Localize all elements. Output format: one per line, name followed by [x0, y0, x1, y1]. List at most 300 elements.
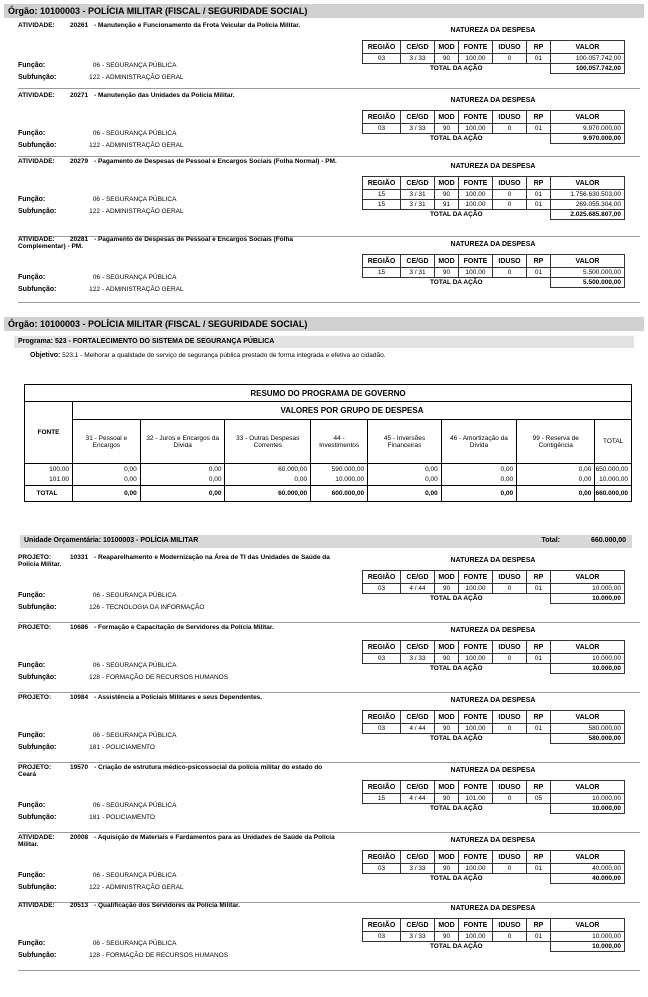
acao-code: 19570 [70, 764, 89, 771]
total-acao-label: TOTAL DA AÇÃO [363, 942, 551, 952]
subfuncao-name: - ADMINISTRAÇÃO GERAL [102, 142, 184, 149]
col-header: RP [527, 111, 551, 124]
total-row [363, 942, 625, 952]
natureza-cell: 4 / 44 [401, 584, 435, 594]
col-header: RP [527, 255, 551, 268]
subfuncao-label: Subfunção: [18, 952, 57, 959]
funcao-code: 06 [92, 662, 100, 669]
natureza-cell: 03 [363, 932, 401, 942]
col-header: MOD [435, 851, 459, 864]
separator [18, 762, 640, 763]
col-header: REGIÃO [363, 111, 401, 124]
subfuncao-line [18, 884, 184, 891]
resumo-cell: 0,00 [140, 464, 225, 475]
natureza-cell: 0 [493, 654, 527, 664]
objetivo-text: 523.1 - Melhorar a qualidade do serviço de segurança pública prestado de forma integrada e efetiva ao cidadão. [62, 352, 386, 359]
acao-heading [18, 22, 338, 29]
acao-kind: ATIVIDADE: [18, 92, 55, 99]
col-header: CE/GD [401, 255, 435, 268]
col-header: RP [527, 711, 551, 724]
funcao-code: 06 [92, 872, 100, 879]
total-acao-label: TOTAL DA AÇÃO [363, 874, 551, 884]
funcao-label: Função: [18, 62, 46, 69]
subfuncao-line [18, 814, 155, 821]
total-acao-value: 5.500.000,00 [551, 278, 625, 288]
col-header: IDUSO [493, 571, 527, 584]
natureza-cell: 0 [493, 200, 527, 210]
acao-code: 10686 [70, 624, 89, 631]
natureza-cell: 0 [493, 794, 527, 804]
col-header: VALOR [551, 111, 625, 124]
resumo-total-cell: 0,00 [73, 486, 141, 502]
natureza-cell: 100.00 [459, 864, 493, 874]
natureza-title: NATUREZA DA DESPESA [450, 27, 536, 34]
total-row [363, 594, 625, 604]
col-header: RP [527, 571, 551, 584]
acao-code: 20261 [70, 22, 89, 29]
col-header: VALOR [551, 641, 625, 654]
resumo-col-header: 32 - Juros e Encargos da Dívida [140, 420, 225, 464]
acao-heading [18, 236, 338, 250]
natureza-row [363, 654, 625, 664]
funcao-name: - SEGURANÇA PÚBLICA [102, 274, 177, 281]
natureza-cell: 03 [363, 654, 401, 664]
acao-code: 20279 [70, 158, 89, 165]
funcao-code: 06 [92, 802, 100, 809]
acao-heading [18, 764, 338, 778]
col-header: MOD [435, 111, 459, 124]
resumo-cell: 0,00 [368, 464, 442, 475]
total-acao-value: 10.000,00 [551, 594, 625, 604]
col-header: IDUSO [493, 781, 527, 794]
col-header: REGIÃO [363, 177, 401, 190]
unidade-total: 660.000,00 [590, 537, 626, 544]
natureza-cell: 90 [435, 864, 459, 874]
col-header: VALOR [551, 919, 625, 932]
col-header: RP [527, 919, 551, 932]
col-header: MOD [435, 571, 459, 584]
natureza-cell: 100.00 [459, 124, 493, 134]
natureza-row [363, 724, 625, 734]
natureza-cell: 10.000,00 [551, 794, 625, 804]
col-header: MOD [435, 41, 459, 54]
total-row [363, 134, 625, 144]
subfuncao-code: 128 [89, 952, 100, 959]
funcao-name: - SEGURANÇA PÚBLICA [102, 196, 177, 203]
natureza-cell: 01 [527, 864, 551, 874]
natureza-cell: 01 [527, 124, 551, 134]
natureza-cell: 90 [435, 124, 459, 134]
funcao-line [18, 732, 176, 739]
acao-block [4, 92, 644, 158]
col-header: REGIÃO [363, 641, 401, 654]
unidade-label: Unidade Orçamentária: 10100003 - POLÍCIA MILITAR [24, 537, 199, 544]
total-row [363, 874, 625, 884]
subfuncao-label: Subfunção: [18, 674, 57, 681]
natureza-cell: 3 / 31 [401, 200, 435, 210]
acao-block [4, 834, 644, 904]
objetivo [30, 352, 386, 359]
natureza-cell: 01 [527, 584, 551, 594]
resumo-row [25, 464, 632, 475]
acao-kind: ATIVIDADE: [18, 236, 55, 243]
funcao-code: 06 [92, 732, 100, 739]
acao-desc: - Pagamento de Despesas de Pessoal e Encargos Sociais (Folha Normal) - PM. [94, 158, 337, 165]
col-header: FONTE [459, 641, 493, 654]
resumo-cell: 10.000,00 [311, 475, 368, 486]
natureza-table [362, 110, 625, 144]
natureza-cell: 90 [435, 190, 459, 200]
funcao-name: - SEGURANÇA PÚBLICA [102, 62, 177, 69]
funcao-label: Função: [18, 196, 46, 203]
natureza-cell: 90 [435, 932, 459, 942]
subfuncao-name: - FORMAÇÃO DE RECURSOS HUMANOS [102, 952, 229, 959]
resumo-title: RESUMO DO PROGRAMA DE GOVERNO [25, 385, 632, 402]
total-acao-value: 10.000,00 [551, 804, 625, 814]
col-header: MOD [435, 711, 459, 724]
acao-code: 20513 [70, 902, 89, 909]
resumo-total-cell: 600.000,00 [311, 486, 368, 502]
subfuncao-name: - ADMINISTRAÇÃO GERAL [102, 74, 184, 81]
resumo-cell: 0,00 [368, 475, 442, 486]
subfuncao-label: Subfunção: [18, 884, 57, 891]
subfuncao-code: 122 [89, 286, 100, 293]
acao-desc: - Aquisição de Materiais e Fardamentos para as Unidades de Saúde da Polícia Militar. [18, 834, 335, 848]
natureza-cell: 01 [527, 654, 551, 664]
acao-heading [18, 624, 338, 631]
acao-kind: PROJETO: [18, 624, 52, 631]
resumo-cell: 0,00 [140, 475, 225, 486]
natureza-cell: 101.00 [459, 794, 493, 804]
subfuncao-line [18, 952, 228, 959]
col-header: VALOR [551, 851, 625, 864]
resumo-total-cell: 660.000,00 [595, 486, 632, 502]
total-row [363, 64, 625, 74]
resumo-total-row [25, 486, 632, 502]
subfuncao-code: 126 [89, 604, 100, 611]
acao-block [4, 694, 644, 764]
natureza-cell: 01 [527, 54, 551, 64]
separator [18, 302, 640, 303]
acao-block [4, 236, 644, 304]
separator [18, 970, 640, 971]
subfuncao-code: 122 [89, 74, 100, 81]
natureza-cell: 15 [363, 268, 401, 278]
resumo-cell: 0,00 [517, 475, 595, 486]
natureza-cell: 3 / 33 [401, 124, 435, 134]
acao-heading [18, 158, 338, 165]
natureza-cell: 1.756.630.503,00 [551, 190, 625, 200]
resumo-col-header: 45 - Inversões Financeiras [368, 420, 442, 464]
col-header: MOD [435, 919, 459, 932]
total-row [363, 664, 625, 674]
acao-block [4, 554, 644, 624]
acao-desc: - Pagamento de Despesas de Pessoal e Encargos Sociais (Folha Complementar) - PM. [18, 236, 294, 250]
natureza-cell: 90 [435, 794, 459, 804]
natureza-title: NATUREZA DA DESPESA [450, 837, 536, 844]
natureza-cell: 05 [527, 794, 551, 804]
acao-code: 10331 [70, 554, 89, 561]
natureza-cell: 10.000,00 [551, 654, 625, 664]
total-row [363, 734, 625, 744]
natureza-cell: 01 [527, 190, 551, 200]
funcao-line [18, 662, 176, 669]
funcao-name: - SEGURANÇA PÚBLICA [102, 592, 177, 599]
natureza-cell: 100.00 [459, 190, 493, 200]
col-header: CE/GD [401, 41, 435, 54]
subfuncao-name: - ADMINISTRAÇÃO GERAL [102, 208, 184, 215]
total-acao-value: 2.025.685.807,00 [551, 210, 625, 220]
natureza-row [363, 54, 625, 64]
resumo-cell: 0,00 [73, 475, 141, 486]
resumo-row [25, 475, 632, 486]
funcao-line [18, 196, 176, 203]
natureza-cell: 91 [435, 200, 459, 210]
resumo-cell: 0,00 [517, 464, 595, 475]
natureza-title: NATUREZA DA DESPESA [450, 767, 536, 774]
acao-kind: ATIVIDADE: [18, 158, 55, 165]
subfuncao-label: Subfunção: [18, 208, 57, 215]
acao-block [4, 764, 644, 834]
natureza-cell: 10.000,00 [551, 932, 625, 942]
funcao-line [18, 872, 176, 879]
resumo-col-header: TOTAL [595, 420, 632, 464]
resumo-total-cell: 0,00 [140, 486, 225, 502]
resumo-cell: 0,00 [441, 464, 516, 475]
col-header: FONTE [459, 711, 493, 724]
natureza-cell: 90 [435, 654, 459, 664]
funcao-name: - SEGURANÇA PÚBLICA [102, 662, 177, 669]
natureza-cell: 90 [435, 268, 459, 278]
natureza-cell: 0 [493, 268, 527, 278]
resumo-table [24, 384, 632, 502]
subfuncao-line [18, 674, 228, 681]
acao-desc: - Formação e Capacitação de Servidores da Polícia Militar. [94, 624, 274, 631]
col-header: REGIÃO [363, 781, 401, 794]
funcao-name: - SEGURANÇA PÚBLICA [102, 802, 177, 809]
col-header: FONTE [459, 919, 493, 932]
col-header: IDUSO [493, 919, 527, 932]
col-header: VALOR [551, 177, 625, 190]
funcao-name: - SEGURANÇA PÚBLICA [102, 130, 177, 137]
natureza-title: NATUREZA DA DESPESA [450, 163, 536, 170]
funcao-code: 06 [92, 940, 100, 947]
funcao-label: Função: [18, 662, 46, 669]
natureza-cell: 100.00 [459, 932, 493, 942]
resumo-cell: 0,00 [225, 475, 311, 486]
subfuncao-code: 181 [89, 744, 100, 751]
col-header: IDUSO [493, 641, 527, 654]
funcao-line [18, 130, 176, 137]
col-header: CE/GD [401, 177, 435, 190]
separator [18, 692, 640, 693]
resumo-total-cell: TOTAL [25, 486, 73, 502]
acao-code: 20271 [70, 92, 89, 99]
natureza-row [363, 794, 625, 804]
acao-kind: PROJETO: [18, 554, 52, 561]
natureza-cell: 100.00 [459, 584, 493, 594]
resumo-total-cell: 0,00 [517, 486, 595, 502]
resumo-cell: 100.00 [25, 464, 73, 475]
subfuncao-code: 128 [89, 674, 100, 681]
col-header: MOD [435, 781, 459, 794]
col-header: RP [527, 177, 551, 190]
acao-desc: - Manutenção e Funcionamento da Frota Veicular da Polícia Militar. [94, 22, 301, 29]
natureza-cell: 4 / 44 [401, 724, 435, 734]
natureza-table [362, 780, 625, 814]
total-acao-value: 40.000,00 [551, 874, 625, 884]
resumo-cell: 590.000,00 [311, 464, 368, 475]
subfuncao-line [18, 74, 184, 81]
acao-desc: - Criação de estrutura médico-psicossocial da polícia militar do estado do Ceará [18, 764, 323, 778]
natureza-cell: 100.00 [459, 724, 493, 734]
total-acao-label: TOTAL DA AÇÃO [363, 278, 551, 288]
funcao-line [18, 940, 176, 947]
resumo-total-cell: 0,00 [441, 486, 516, 502]
natureza-cell: 100.00 [459, 200, 493, 210]
natureza-title: NATUREZA DA DESPESA [450, 97, 536, 104]
col-header: VALOR [551, 571, 625, 584]
subfuncao-name: - ADMINISTRAÇÃO GERAL [102, 884, 184, 891]
col-header: RP [527, 851, 551, 864]
natureza-cell: 0 [493, 584, 527, 594]
natureza-cell: 580.000,00 [551, 724, 625, 734]
funcao-label: Função: [18, 130, 46, 137]
funcao-code: 06 [92, 196, 100, 203]
funcao-line [18, 592, 176, 599]
unidade-header [20, 535, 632, 548]
subfuncao-name: - TECNOLOGIA DA INFORMAÇÃO [102, 604, 205, 611]
acao-heading [18, 92, 338, 99]
total-acao-label: TOTAL DA AÇÃO [363, 594, 551, 604]
natureza-cell: 03 [363, 584, 401, 594]
resumo-subtitle: VALORES POR GRUPO DE DESPESA [73, 402, 632, 420]
resumo-col-header: 99 - Reserva de Contigência [517, 420, 595, 464]
total-row [363, 278, 625, 288]
total-acao-label: TOTAL DA AÇÃO [363, 734, 551, 744]
col-header: IDUSO [493, 255, 527, 268]
subfuncao-line [18, 286, 184, 293]
total-row [363, 804, 625, 814]
resumo-cell: 650.000,00 [595, 464, 632, 475]
funcao-line [18, 62, 176, 69]
subfuncao-label: Subfunção: [18, 604, 57, 611]
acao-block [4, 902, 644, 972]
funcao-code: 06 [92, 130, 100, 137]
funcao-label: Função: [18, 872, 46, 879]
acao-kind: PROJETO: [18, 764, 52, 771]
natureza-cell: 10.000,00 [551, 584, 625, 594]
col-header: VALOR [551, 711, 625, 724]
col-header: REGIÃO [363, 41, 401, 54]
acao-heading [18, 694, 338, 701]
subfuncao-name: - POLICIAMENTO [102, 744, 155, 751]
resumo-cell: 10.000,00 [595, 475, 632, 486]
natureza-title: NATUREZA DA DESPESA [450, 697, 536, 704]
natureza-cell: 3 / 31 [401, 190, 435, 200]
natureza-cell: 3 / 33 [401, 864, 435, 874]
col-header: IDUSO [493, 111, 527, 124]
col-header: CE/GD [401, 851, 435, 864]
col-header: CE/GD [401, 641, 435, 654]
col-header: CE/GD [401, 781, 435, 794]
natureza-row [363, 200, 625, 210]
natureza-table [362, 710, 625, 744]
natureza-table [362, 570, 625, 604]
col-header: REGIÃO [363, 919, 401, 932]
col-header: IDUSO [493, 851, 527, 864]
natureza-cell: 5.500.000,00 [551, 268, 625, 278]
col-header: IDUSO [493, 177, 527, 190]
subfuncao-line [18, 142, 184, 149]
col-header: MOD [435, 641, 459, 654]
subfuncao-label: Subfunção: [18, 74, 57, 81]
col-header: RP [527, 781, 551, 794]
natureza-title: NATUREZA DA DESPESA [450, 627, 536, 634]
funcao-label: Função: [18, 274, 46, 281]
unidade-total-label: Total: [541, 537, 560, 544]
subfuncao-code: 122 [89, 142, 100, 149]
total-acao-label: TOTAL DA AÇÃO [363, 804, 551, 814]
natureza-cell: 3 / 33 [401, 654, 435, 664]
natureza-row [363, 268, 625, 278]
subfuncao-label: Subfunção: [18, 814, 57, 821]
natureza-cell: 100.00 [459, 268, 493, 278]
col-header: FONTE [459, 781, 493, 794]
natureza-table [362, 918, 625, 952]
funcao-label: Função: [18, 802, 46, 809]
natureza-row [363, 584, 625, 594]
col-header: VALOR [551, 41, 625, 54]
natureza-cell: 4 / 44 [401, 794, 435, 804]
separator [18, 622, 640, 623]
resumo-cell: 0,00 [441, 475, 516, 486]
col-header: CE/GD [401, 571, 435, 584]
subfuncao-name: - POLICIAMENTO [102, 814, 155, 821]
objetivo-label: Objetivo: [30, 352, 61, 359]
col-header: FONTE [459, 851, 493, 864]
natureza-title: NATUREZA DA DESPESA [450, 557, 536, 564]
natureza-cell: 0 [493, 724, 527, 734]
resumo-fonte-header: FONTE [25, 402, 73, 464]
natureza-title: NATUREZA DA DESPESA [450, 241, 536, 248]
natureza-title: NATUREZA DA DESPESA [450, 905, 536, 912]
acao-code: 10984 [70, 694, 89, 701]
separator [18, 156, 640, 157]
col-header: VALOR [551, 781, 625, 794]
col-header: CE/GD [401, 919, 435, 932]
acao-desc: - Qualificação dos Servidores da Polícia Militar. [94, 902, 240, 909]
natureza-table [362, 40, 625, 74]
natureza-cell: 15 [363, 190, 401, 200]
subfuncao-name: - FORMAÇÃO DE RECURSOS HUMANOS [102, 674, 229, 681]
subfuncao-code: 181 [89, 814, 100, 821]
acao-kind: ATIVIDADE: [18, 834, 55, 841]
separator [18, 832, 640, 833]
total-acao-value: 100.057.742,00 [551, 64, 625, 74]
acao-heading [18, 834, 338, 848]
natureza-cell: 3 / 33 [401, 932, 435, 942]
funcao-label: Função: [18, 940, 46, 947]
acao-code: 20281 [70, 236, 89, 243]
col-header: MOD [435, 255, 459, 268]
subfuncao-line [18, 744, 155, 751]
col-header: FONTE [459, 255, 493, 268]
acao-kind: PROJETO: [18, 694, 52, 701]
natureza-table [362, 176, 625, 220]
resumo-col-header: 44 - Investimentos [311, 420, 368, 464]
col-header: IDUSO [493, 711, 527, 724]
